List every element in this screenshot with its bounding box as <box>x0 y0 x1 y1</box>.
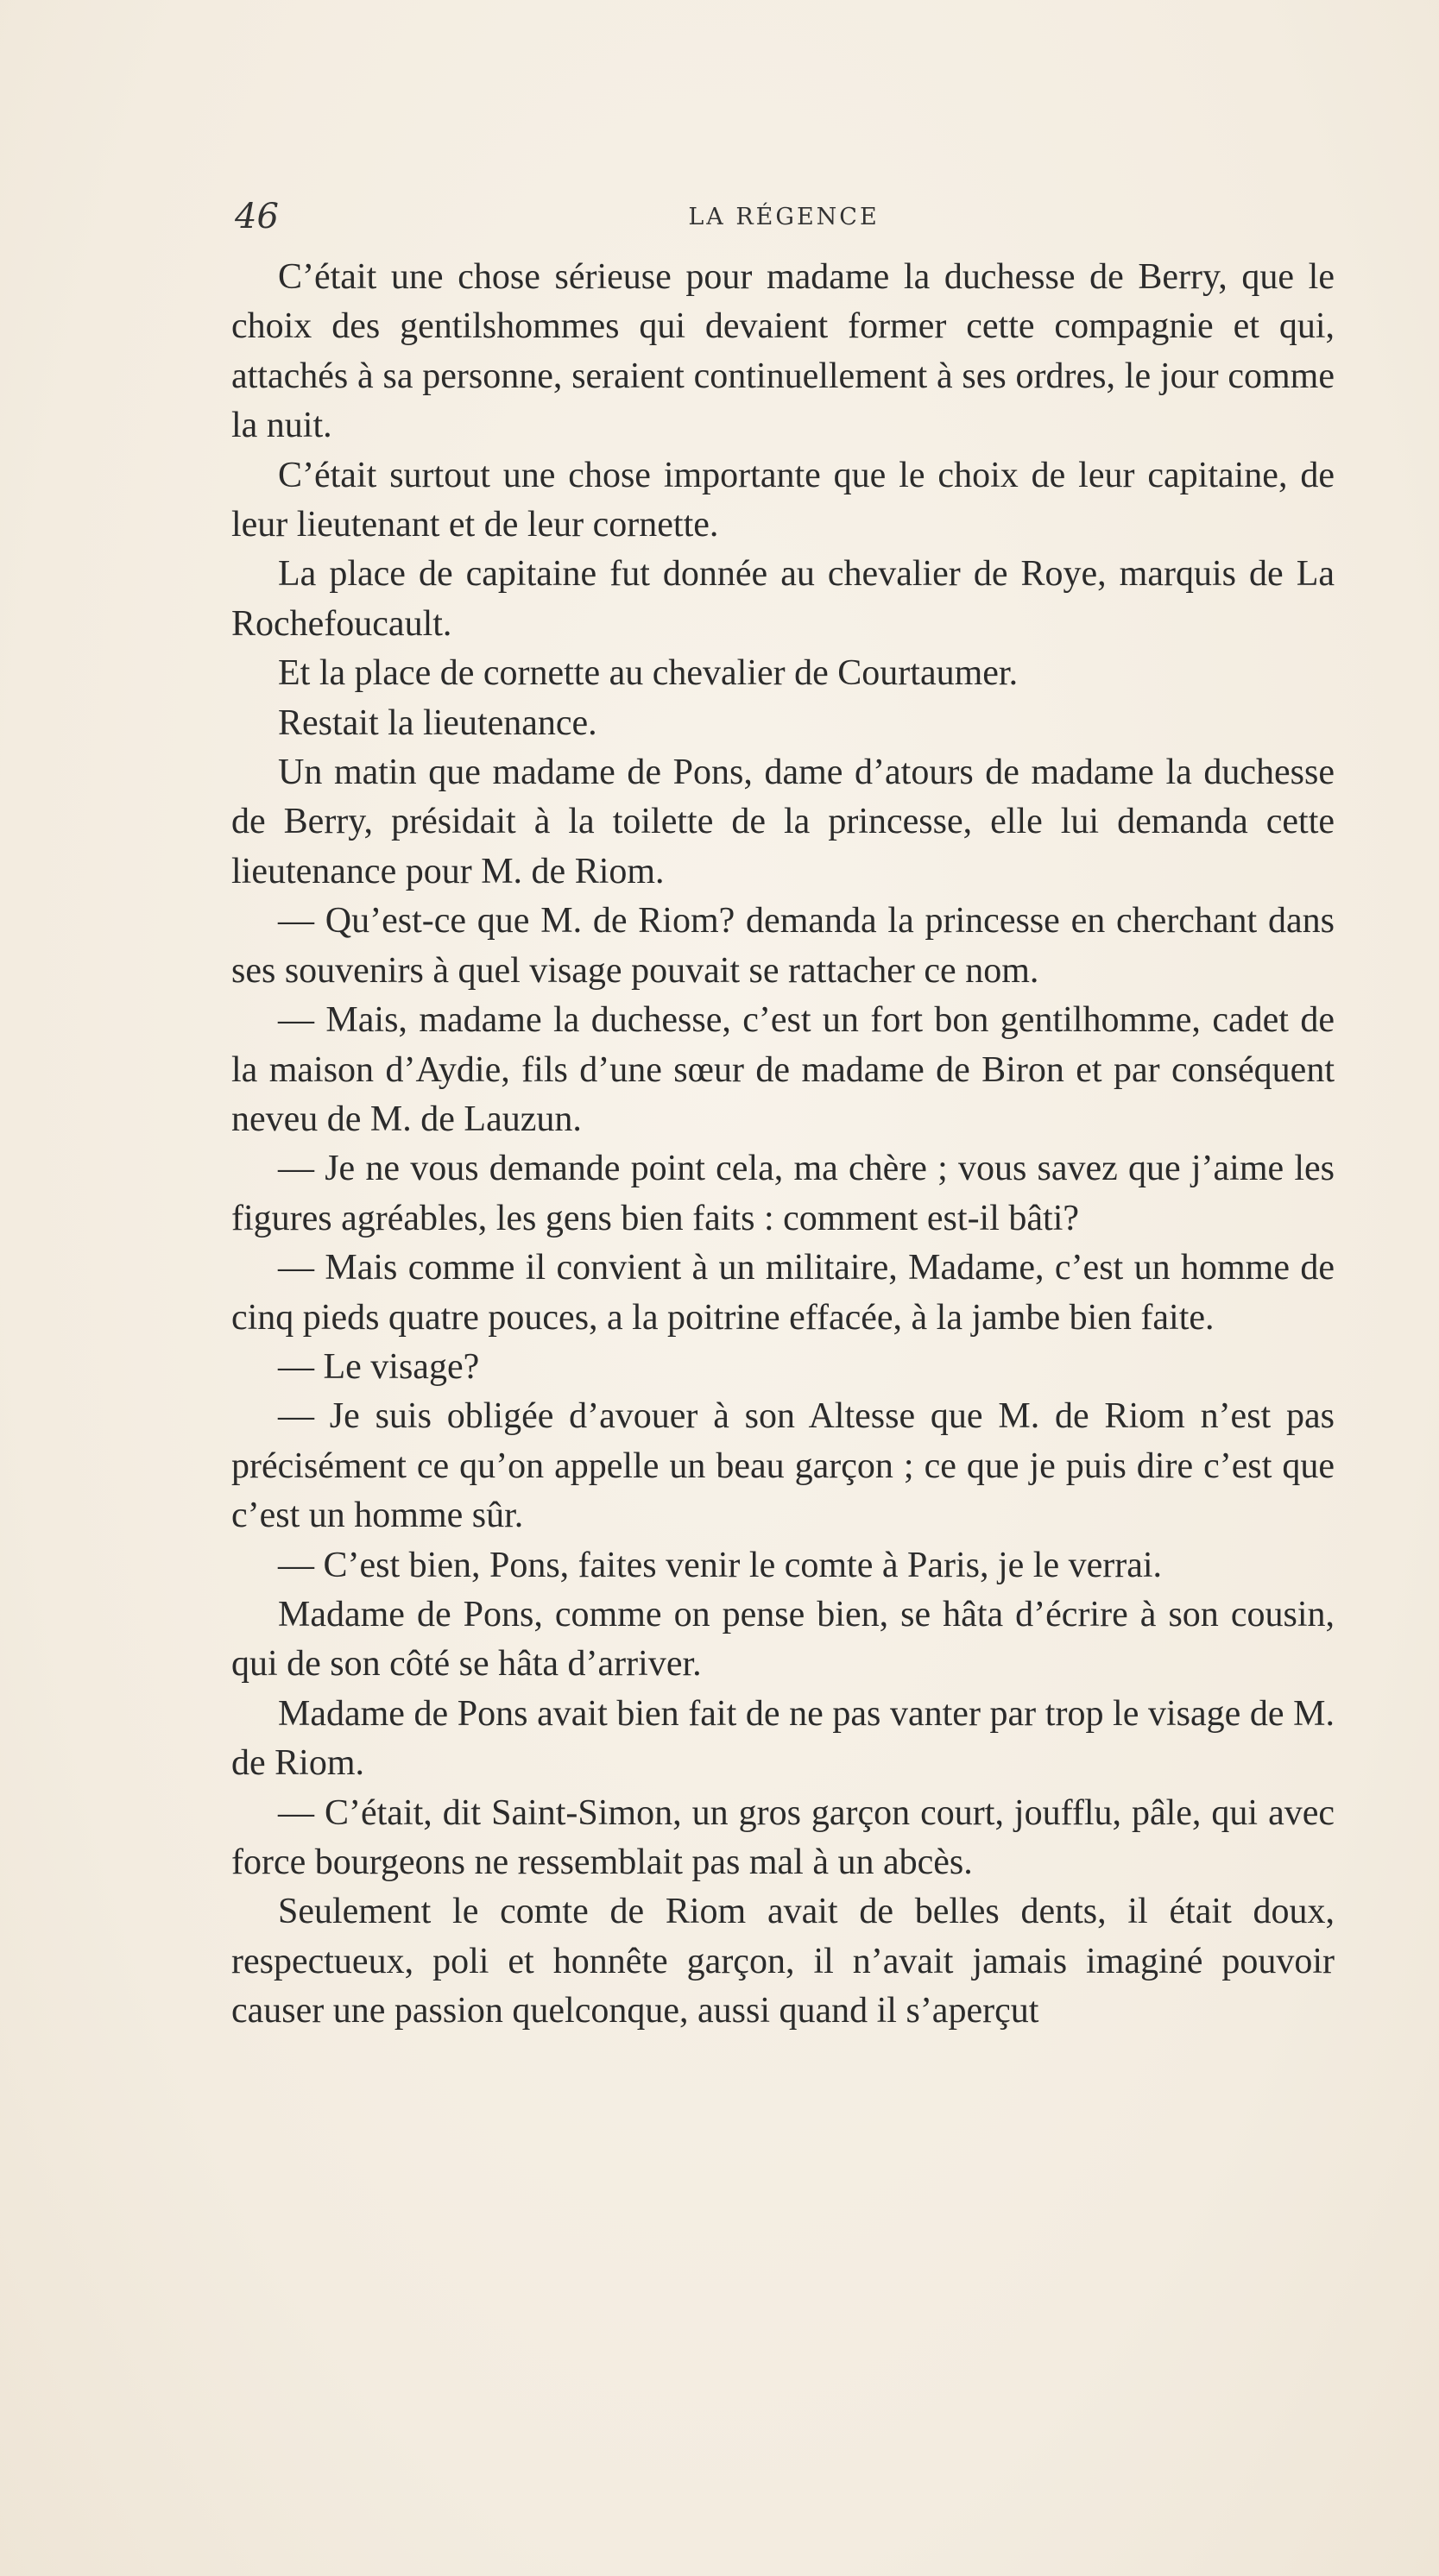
paragraph: — Je ne vous demande point cela, ma chère ; vous savez que j’aime les figures agréables, les gens bien faits : comment est-il bâti? <box>231 1149 1335 1238</box>
paragraph: Et la place de cornette au chevalier de Courtaumer. <box>278 653 1019 694</box>
paragraph: C’était une chose sérieuse pour madame la duchesse de Berry, que le choix des gentilshommes qui devaient former cette compagnie et qui, attachés à sa personne, seraient continuellement à ses ordres, le jour comme la nuit. <box>231 257 1335 446</box>
paragraph: Madame de Pons, comme on pense bien, se hâta d’écrire à son cousin, qui de son côté se hâta d’arriver. <box>231 1594 1335 1685</box>
paragraph: — Mais, madame la duchesse, c’est un fort bon gentilhomme, cadet de la maison d’Aydie, fils d’une sœur de madame de Biron et par conséquent neveu de M. de Lauzun. <box>231 1000 1335 1139</box>
paragraph: — C’était, dit Saint-Simon, un gros garçon court, joufflu, pâle, qui avec force bourgeons ne ressemblait pas mal à un abcès. <box>231 1792 1335 1882</box>
paragraph: — Le visage? <box>278 1346 480 1387</box>
paragraph: — Qu’est-ce que M. de Riom? demanda la princesse en cherchant dans ses souvenirs à quel visage pouvait se rattacher ce nom. <box>231 901 1335 991</box>
body-text <box>231 253 1335 2037</box>
paragraph: — Je suis obligée d’avouer à son Altesse que M. de Riom n’est pas précisément ce qu’on appelle un beau garçon ; ce que je puis dire c’est que c’est un homme sûr. <box>231 1396 1335 1536</box>
paragraph: — C’est bien, Pons, faites venir le comte à Paris, je le verrai. <box>278 1545 1163 1585</box>
paragraph: C’était surtout une chose importante que le choix de leur capitaine, de leur lieutenant et de leur cornette. <box>231 455 1335 545</box>
paragraph: Restait la lieutenance. <box>278 702 597 743</box>
paragraph: Seulement le comte de Riom avait de belles dents, il était doux, respectueux, poli et honnête garçon, il n’avait jamais imaginé pouvoir causer une passion quelconque, aussi quand il s’aperçut <box>231 1892 1335 2031</box>
paragraph: Un matin que madame de Pons, dame d’atours de madame la duchesse de Berry, présidait à la toilette de la princesse, elle lui demanda cette lieutenance pour M. de Riom. <box>231 753 1335 891</box>
page-header <box>235 192 1333 243</box>
paragraph: La place de capitaine fut donnée au chevalier de Roye, marquis de La Rochefoucault. <box>231 554 1335 644</box>
paragraph: Madame de Pons avait bien fait de ne pas vanter par trop le visage de M. de Riom. <box>231 1693 1335 1784</box>
running-title: LA RÉGENCE <box>688 204 880 230</box>
paragraph: — Mais comme il convient à un militaire, Madame, c’est un homme de cinq pieds quatre pouces, a la poitrine effacée, à la jambe bien faite. <box>231 1248 1335 1338</box>
page-number: 46 <box>235 197 279 236</box>
